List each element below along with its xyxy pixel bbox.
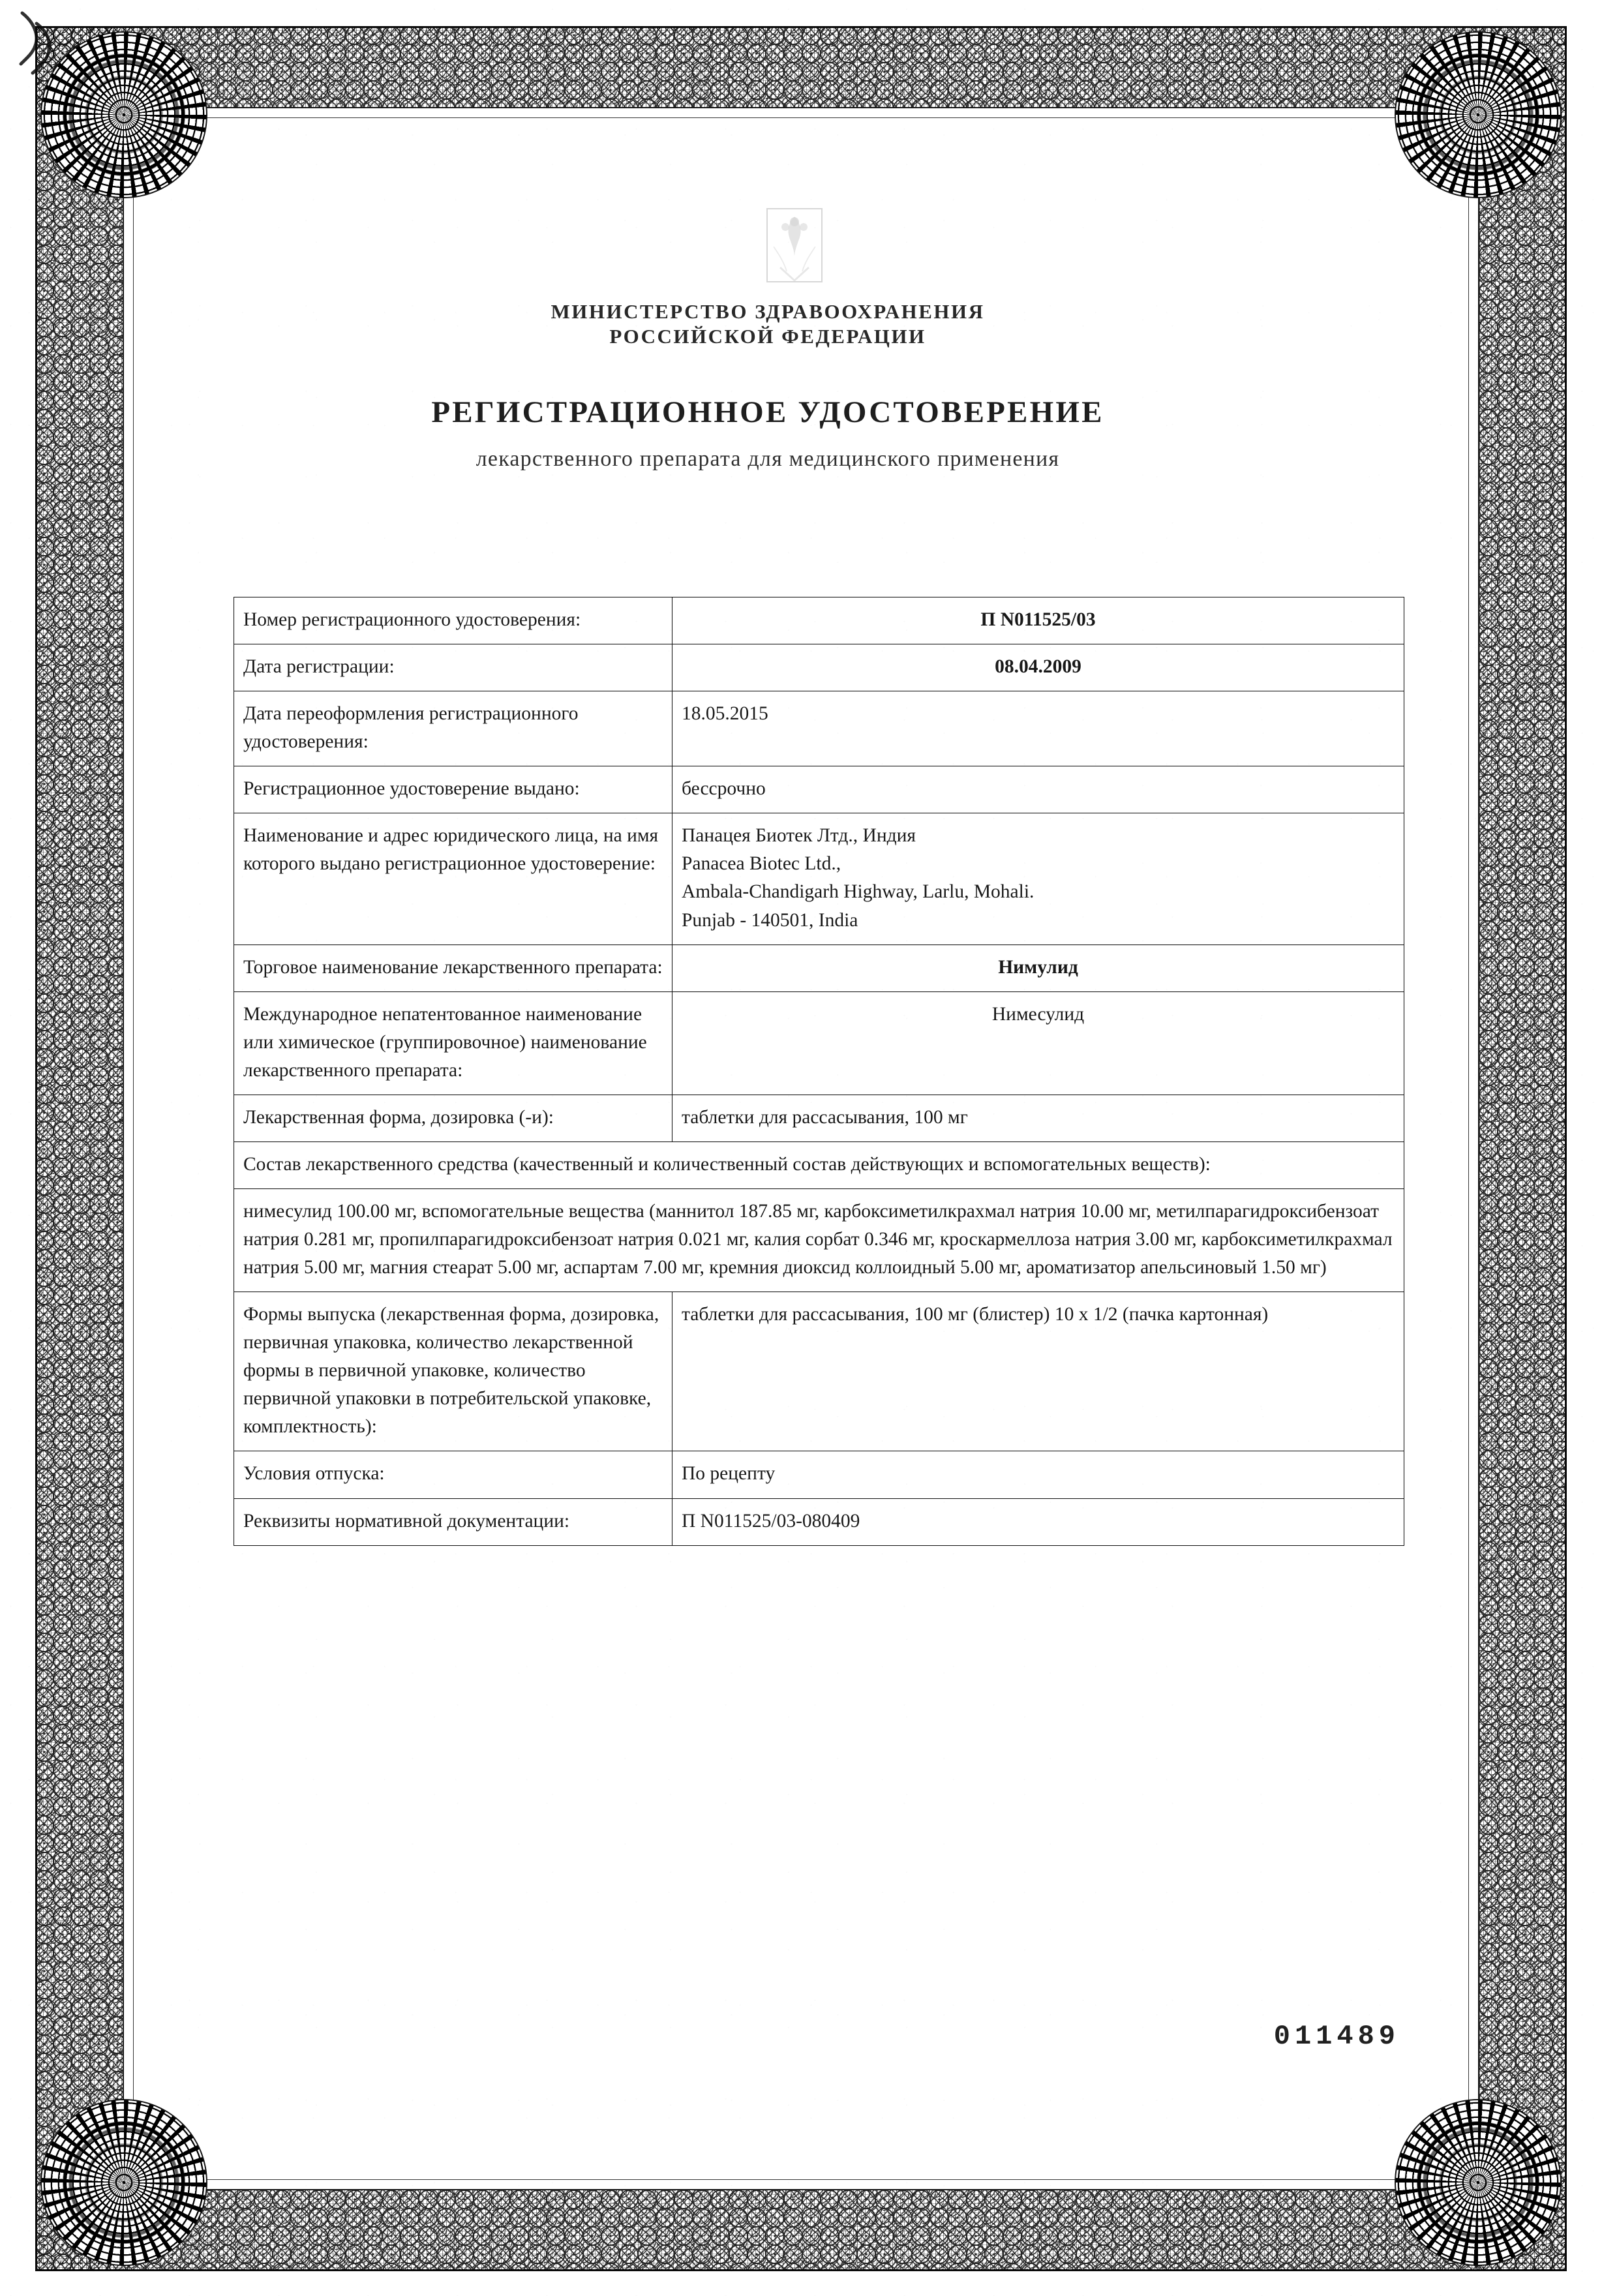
guilloche-band-top xyxy=(35,26,1567,107)
table-cell-value: Панацея Биотек Лтд., Индия Panacea Biotec Ltd., Ambala-Chandigarh Highway, Larlu, Mohali. Punjab - 140501, India xyxy=(673,813,1404,944)
table-cell-label: Международное непатентованное наименование или химическое (группировочное) наименование лекарственного препарата: xyxy=(234,991,673,1095)
table-cell-value: 08.04.2009 xyxy=(673,644,1404,691)
guilloche-band-right xyxy=(1479,26,1567,2271)
pen-stroke-artifact xyxy=(17,9,67,86)
table-cell-label: Торговое наименование лекарственного препарата: xyxy=(234,944,673,991)
table-cell-value: бессрочно xyxy=(673,766,1404,813)
table-row xyxy=(234,1498,1404,1545)
frame-rule-left xyxy=(35,26,37,2271)
table-row xyxy=(234,1451,1404,1498)
table-row xyxy=(234,813,1404,944)
coat-of-arms-emblem-icon xyxy=(764,207,824,291)
table-row xyxy=(234,1292,1404,1451)
table-cell-label: Лекарственная форма, дозировка (-и): xyxy=(234,1095,673,1141)
document-serial-number: 011489 xyxy=(1273,2021,1400,2052)
certificate-data-table xyxy=(234,597,1404,1546)
table-cell-value: П N011525/03 xyxy=(673,597,1404,644)
table-cell-composition-header: Состав лекарственного средства (качественный и количественный состав действующих и вспомогательных веществ): xyxy=(234,1141,1404,1188)
table-row xyxy=(234,691,1404,766)
table-cell-label: Номер регистрационного удостоверения: xyxy=(234,597,673,644)
document-title: РЕГИСТРАЦИОННОЕ УДОСТОВЕРЕНИЕ xyxy=(431,395,1104,429)
table-row xyxy=(234,644,1404,691)
table-cell-value: Нимесулид xyxy=(673,991,1404,1095)
table-row xyxy=(234,944,1404,991)
ministry-name-line-1: МИНИСТЕРСТВО ЗДРАВООХРАНЕНИЯ xyxy=(551,300,985,323)
table-row xyxy=(234,1141,1404,1188)
document-body xyxy=(112,111,1423,2133)
guilloche-band-bottom xyxy=(35,2190,1567,2271)
ministry-name-line-2: РОССИЙСКОЙ ФЕДЕРАЦИИ xyxy=(609,325,926,348)
table-cell-label: Регистрационное удостоверение выдано: xyxy=(234,766,673,813)
table-cell-composition-body: нимесулид 100.00 мг, вспомогательные вещества (маннитол 187.85 мг, карбоксиметилкрахмал натрия 10.00 мг, метилпарагидроксибензоат натрия 0.281 мг, пропилпарагидроксибензоат натрия 0.021 мг, калия сорбат 0.346 мг, кроскармеллоза натрия 3.00 мг, карбоксиметилкрахмал натрия 5.00 мг, магния стеарат 5.00 мг, аспартам 7.00 мг, кремния диоксид коллоидный 5.00 мг, ароматизатор апельсиновый 1.50 мг) xyxy=(234,1188,1404,1292)
frame-rule-right xyxy=(1565,26,1567,2271)
table-cell-value: таблетки для рассасывания, 100 мг (блистер) 10 x 1/2 (пачка картонная) xyxy=(673,1292,1404,1451)
guilloche-band-left xyxy=(35,26,123,2271)
table-row xyxy=(234,766,1404,813)
table-cell-value: таблетки для рассасывания, 100 мг xyxy=(673,1095,1404,1141)
document-subtitle: лекарственного препарата для медицинского применения xyxy=(476,447,1060,471)
table-row xyxy=(234,991,1404,1095)
table-cell-label: Дата переоформления регистрационного удостоверения: xyxy=(234,691,673,766)
table-row xyxy=(234,1188,1404,1292)
table-cell-value: П N011525/03-080409 xyxy=(673,1498,1404,1545)
table-cell-label: Реквизиты нормативной документации: xyxy=(234,1498,673,1545)
frame-rule-top xyxy=(35,26,1567,28)
certificate-table-body xyxy=(234,597,1404,1546)
table-cell-label: Формы выпуска (лекарственная форма, дозировка, первичная упаковка, количество лекарственной формы в первичной упаковке, количество первичной упаковки в потребительской упаковке, комплектность): xyxy=(234,1292,673,1451)
table-cell-label: Условия отпуска: xyxy=(234,1451,673,1498)
table-row xyxy=(234,597,1404,644)
table-cell-label: Наименование и адрес юридического лица, на имя которого выдано регистрационное удостоверение: xyxy=(234,813,673,944)
frame-rule-bottom xyxy=(35,2269,1567,2271)
table-cell-value: 18.05.2015 xyxy=(673,691,1404,766)
table-cell-label: Дата регистрации: xyxy=(234,644,673,691)
table-cell-value: По рецепту xyxy=(673,1451,1404,1498)
table-cell-value: Нимулид xyxy=(673,944,1404,991)
table-row xyxy=(234,1095,1404,1141)
